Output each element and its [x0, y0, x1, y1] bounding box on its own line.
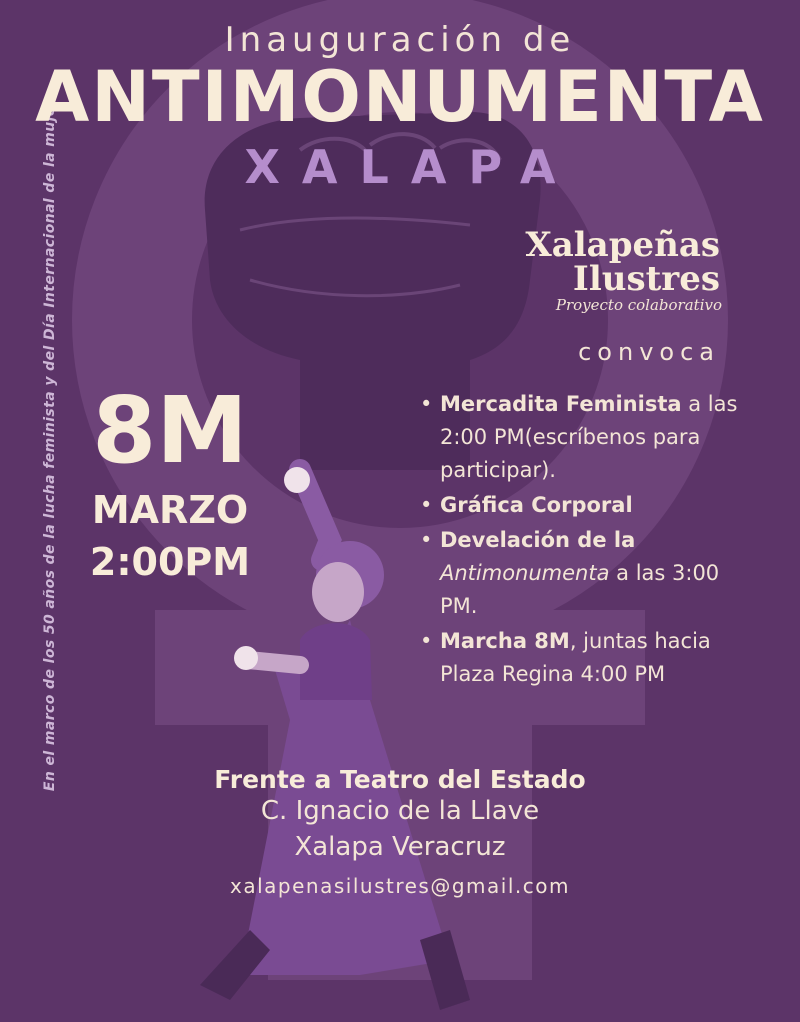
organizer-name-line1: Xalapeñas	[525, 225, 720, 265]
venue-street: C. Ignacio de la Llave	[260, 796, 540, 826]
date-month: MARZO	[91, 488, 249, 532]
main-title: ANTIMONUMENTA	[35, 56, 765, 138]
pre-title: Inauguración de	[224, 20, 576, 60]
date-big: 8M	[92, 377, 248, 484]
agenda-item: • Develación de la Antimonumenta a las 3:00 PM.	[418, 524, 758, 623]
organizer-logo	[460, 225, 720, 299]
organizer-action: convoca	[578, 338, 720, 366]
organizer-subtitle: Proyecto colaborativo	[555, 296, 722, 314]
agenda-list	[418, 388, 758, 693]
venue-city: Xalapa Veracruz	[294, 832, 506, 862]
organizer-name-line2: Ilustres	[572, 259, 720, 299]
agenda-item: • Mercadita Feminista a las 2:00 PM(escríbenos para participar).	[418, 388, 758, 487]
venue-name: Frente a Teatro del Estado	[214, 765, 586, 794]
agenda-item: • Marcha 8M, juntas hacia Plaza Regina 4:00 PM	[418, 625, 758, 691]
city-title: XALAPA	[244, 140, 578, 194]
side-caption: En el marco de los 50 años de la lucha feminista y del Día Internacional de la mujer	[42, 98, 58, 792]
contact-email: xalapenasilustres@gmail.com	[230, 874, 570, 898]
date-time: 2:00PM	[89, 540, 251, 584]
agenda-item: • Gráfica Corporal	[418, 489, 758, 522]
